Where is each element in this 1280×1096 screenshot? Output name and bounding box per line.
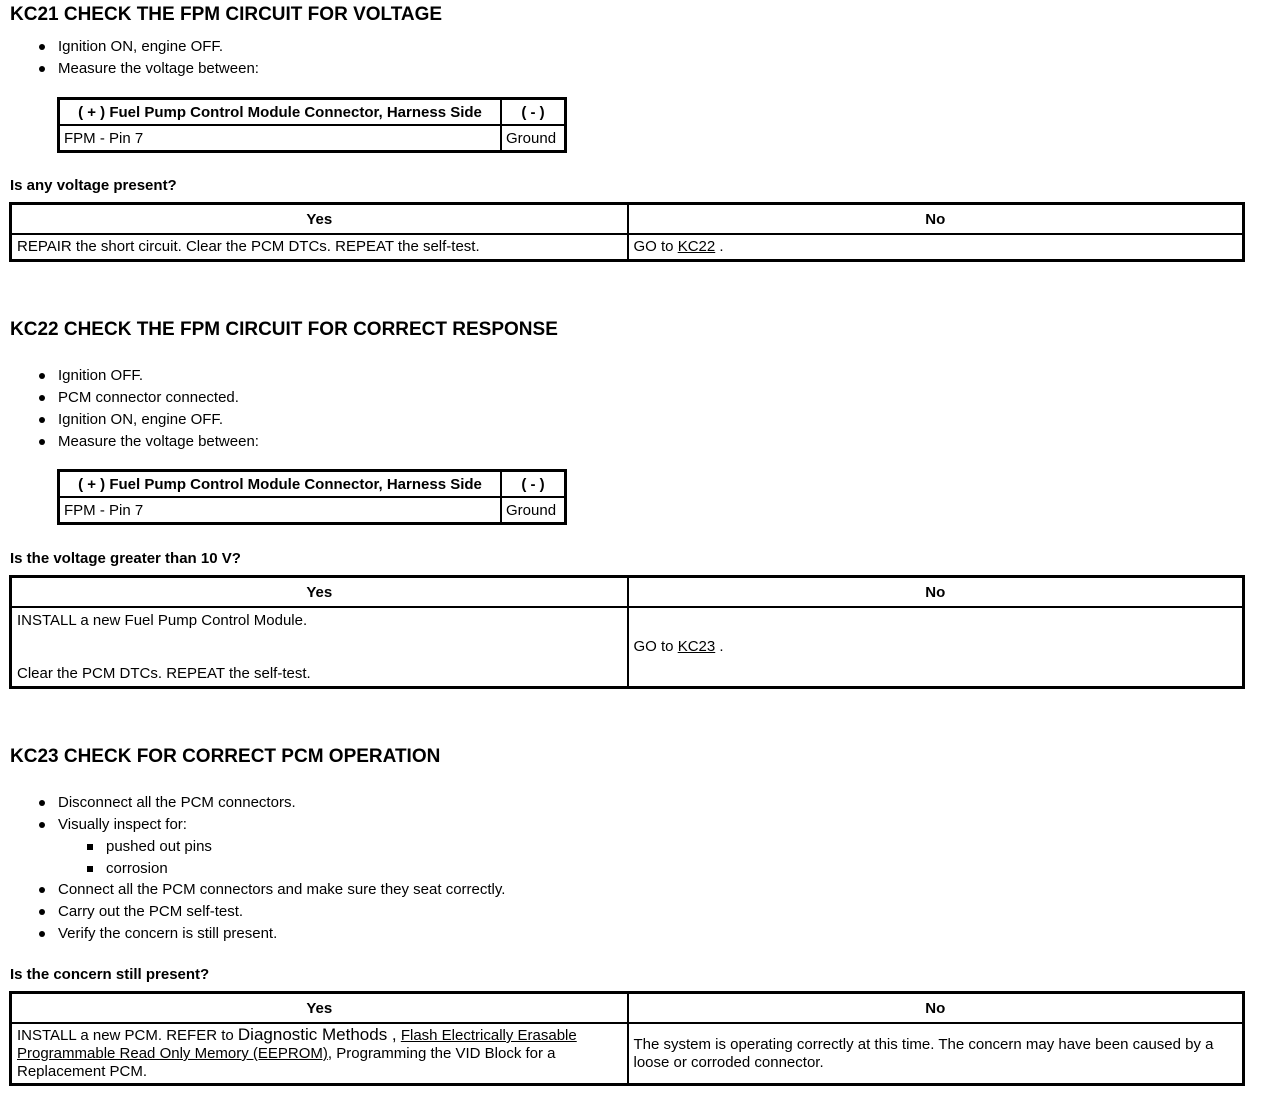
no-text: The system is operating correctly at this time. The concern may have been caused by a loose or corroded connector. xyxy=(633,1035,1214,1071)
yes-header: Yes xyxy=(11,993,628,1024)
yes-cell xyxy=(11,1023,628,1085)
kc21-bullet-list xyxy=(0,36,259,80)
kc21-measurement-table xyxy=(57,97,567,153)
table-header: ( + ) Fuel Pump Control Module Connector, Harness Side xyxy=(59,471,502,498)
kc22-yes-no-table xyxy=(9,575,1245,689)
no-cell xyxy=(628,607,1244,687)
yes-header: Yes xyxy=(11,577,628,608)
kc23-question: Is the concern still present? xyxy=(10,966,210,983)
yes-cell xyxy=(11,234,628,260)
kc22-question: Is the voltage greater than 10 V? xyxy=(10,550,241,567)
kc21-question: Is any voltage present? xyxy=(10,177,177,194)
list-item: Measure the voltage between: xyxy=(0,431,259,453)
list-item: Ignition ON, engine OFF. xyxy=(0,36,259,58)
no-header: No xyxy=(628,204,1244,235)
yes-text-line-2: Clear the PCM DTCs. REPEAT the self-test. xyxy=(17,664,311,682)
kc22-measurement-table xyxy=(57,469,567,525)
list-item: corrosion xyxy=(0,858,212,880)
no-cell xyxy=(628,234,1244,260)
list-item: Visually inspect for: xyxy=(0,814,296,836)
list-item: Verify the concern is still present. xyxy=(0,923,505,945)
table-cell: Ground xyxy=(501,125,566,152)
list-item: Connect all the PCM connectors and make sure they seat correctly. xyxy=(0,879,505,901)
table-header: ( + ) Fuel Pump Control Module Connector, Harness Side xyxy=(59,99,502,126)
yes-text-line-1: INSTALL a new Fuel Pump Control Module. xyxy=(17,612,308,629)
table-header: ( - ) xyxy=(501,471,566,498)
table-cell: Ground xyxy=(501,497,566,524)
kc23-bullet-list-after xyxy=(0,879,505,945)
kc22-link[interactable]: KC22 xyxy=(677,238,716,256)
list-item: Disconnect all the PCM connectors. xyxy=(0,792,296,814)
list-item: PCM connector connected. xyxy=(0,387,259,409)
kc21-title: KC21 CHECK THE FPM CIRCUIT FOR VOLTAGE xyxy=(10,4,443,25)
kc22-bullet-list xyxy=(0,365,259,453)
no-header: No xyxy=(628,993,1244,1024)
table-cell: FPM - Pin 7 xyxy=(59,497,502,524)
yes-cell xyxy=(11,607,628,687)
yes-text: REPAIR the short circuit. Clear the PCM DTCs. REPEAT the self-test. xyxy=(17,238,480,256)
no-suffix: . xyxy=(719,238,724,256)
list-item: pushed out pins xyxy=(0,836,212,858)
kc21-yes-no-table xyxy=(9,202,1245,262)
no-text: GO to xyxy=(633,638,674,656)
no-header: No xyxy=(628,577,1244,608)
list-item: Ignition OFF. xyxy=(0,365,259,387)
yes-text: INSTALL a new PCM. REFER to xyxy=(17,1027,234,1044)
table-header: ( - ) xyxy=(501,99,566,126)
no-text: GO to xyxy=(633,238,674,256)
list-item: Ignition ON, engine OFF. xyxy=(0,409,259,431)
kc23-yes-no-table xyxy=(9,991,1245,1086)
list-item: Measure the voltage between: xyxy=(0,58,259,80)
table-cell: FPM - Pin 7 xyxy=(59,125,502,152)
list-item: Carry out the PCM self-test. xyxy=(0,901,505,923)
kc23-bullet-list xyxy=(0,792,296,836)
no-cell xyxy=(628,1023,1244,1085)
no-suffix: . xyxy=(719,638,724,656)
kc23-link[interactable]: KC23 xyxy=(677,638,716,656)
kc22-title: KC22 CHECK THE FPM CIRCUIT FOR CORRECT RESPONSE xyxy=(10,319,558,340)
yes-text-end: , Programming the VID Block for a Replacement PCM. xyxy=(17,1045,556,1080)
kc23-sub-bullet-list xyxy=(0,836,212,880)
kc23-title: KC23 CHECK FOR CORRECT PCM OPERATION xyxy=(10,746,441,767)
diagnostic-methods-text: Diagnostic Methods , xyxy=(237,1025,397,1044)
yes-header: Yes xyxy=(11,204,628,235)
eeprom-link[interactable]: Flash Electrically Erasable Programmable Read Only Memory (EEPROM) xyxy=(17,1027,577,1062)
